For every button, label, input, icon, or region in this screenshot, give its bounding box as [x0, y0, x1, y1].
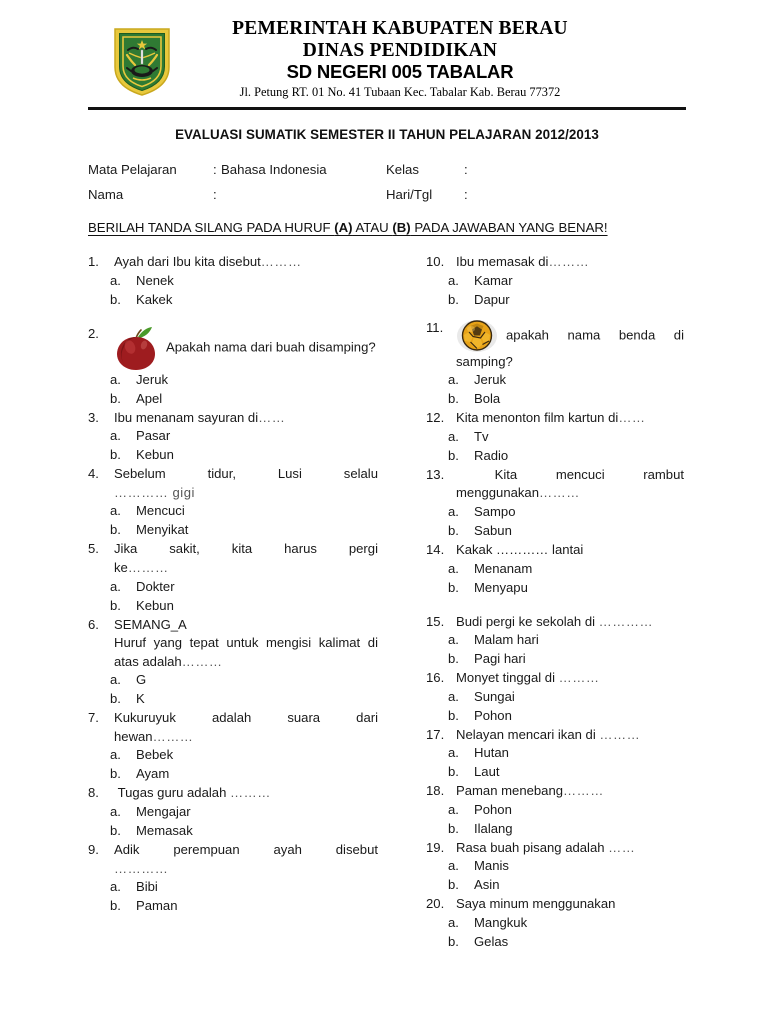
option-key: a.	[110, 803, 121, 819]
question-number: 18.	[426, 783, 445, 799]
question-text: Rasa buah pisang adalah	[456, 839, 605, 855]
option-item[interactable]	[88, 803, 378, 822]
option-item[interactable]	[88, 765, 378, 784]
option-value: Mencuci	[136, 503, 185, 519]
page-title: EVALUASI SUMATIK SEMESTER II TAHUN PELAJARAN 2012/2013	[175, 127, 599, 143]
question-item	[88, 841, 378, 878]
question-number: 16.	[426, 670, 445, 686]
option-list	[88, 427, 378, 465]
option-item[interactable]	[426, 744, 684, 763]
instruction-part-1: BERILAH TANDA SILANG PADA HURUF	[88, 220, 335, 236]
question-text-line2: menggunakan	[456, 485, 539, 501]
question-text: Nelayan mencari ikan di	[456, 726, 596, 742]
option-item[interactable]	[426, 447, 684, 466]
question-column-right	[426, 253, 684, 952]
option-key: b.	[448, 579, 459, 595]
subject-colon: :	[213, 162, 217, 178]
option-value: Nenek	[136, 272, 174, 288]
subject-label: Mata Pelajaran	[88, 162, 177, 178]
question-text: Sebelum tidur, Lusi selalu	[114, 466, 378, 482]
answer-blank: ………	[539, 485, 580, 501]
option-value: Radio	[474, 447, 509, 463]
answer-blank: …………	[114, 860, 169, 876]
option-item[interactable]	[426, 933, 684, 952]
apple-image	[114, 325, 158, 371]
question-number: 2.	[88, 325, 99, 341]
option-key: b.	[110, 597, 121, 613]
question-text-line2: ke	[114, 560, 128, 576]
questions-area	[88, 253, 686, 952]
question-text: apakah nama benda di samping?	[456, 327, 684, 369]
question-item	[426, 726, 684, 745]
identity-block	[88, 162, 686, 202]
option-value: Mengajar	[136, 803, 191, 819]
option-list	[88, 671, 378, 709]
option-key: a.	[110, 672, 121, 688]
option-value: Pagi hari	[474, 651, 526, 667]
answer-blank: ………	[563, 783, 604, 799]
option-key: a.	[448, 858, 459, 874]
question-number: 15.	[426, 613, 445, 629]
option-key: b.	[110, 390, 121, 406]
option-item[interactable]	[88, 878, 378, 897]
option-value: Bebek	[136, 747, 174, 763]
option-item[interactable]	[88, 272, 378, 291]
option-key: b.	[110, 822, 121, 838]
question-item	[426, 839, 684, 858]
option-value: Malam hari	[474, 632, 539, 648]
option-list	[426, 857, 684, 895]
question-number: 8.	[88, 785, 99, 801]
option-item[interactable]	[88, 746, 378, 765]
option-list	[426, 631, 684, 669]
option-item[interactable]	[426, 820, 684, 839]
question-text: Adik perempuan ayah disebut	[114, 841, 378, 857]
option-item[interactable]	[88, 446, 378, 465]
question-text: Ibu memasak di	[456, 254, 549, 270]
question-item	[426, 319, 684, 372]
option-item[interactable]	[88, 371, 378, 390]
option-key: a.	[110, 879, 121, 895]
question-number: 4.	[88, 466, 99, 482]
option-value: Kamar	[474, 272, 513, 288]
option-list	[426, 272, 684, 310]
ball-image	[456, 319, 498, 353]
option-item[interactable]	[426, 390, 684, 409]
answer-blank: ………	[260, 254, 302, 270]
letterhead	[88, 18, 686, 100]
subject-value: Bahasa Indonesia	[221, 162, 327, 178]
answer-blank: ………	[548, 254, 590, 270]
option-value: Dokter	[136, 578, 175, 594]
question-number: 14.	[426, 542, 445, 558]
question-number: 7.	[88, 710, 99, 726]
answer-blank: ……	[618, 410, 646, 426]
option-list	[426, 560, 684, 598]
option-key: b.	[110, 522, 121, 538]
question-number: 5.	[88, 541, 99, 557]
option-item[interactable]	[88, 597, 378, 616]
option-list	[426, 503, 684, 541]
question-text: Ayah dari Ibu kita disebut	[114, 254, 261, 270]
option-value: Mangkuk	[474, 914, 528, 930]
option-value: Tv	[474, 428, 489, 444]
option-list	[426, 428, 684, 466]
option-item[interactable]	[88, 822, 378, 841]
answer-blank: ………	[152, 728, 194, 744]
answer-blank: …………	[598, 613, 654, 629]
option-value: Pohon	[474, 801, 512, 817]
option-item[interactable]	[88, 690, 378, 709]
option-value: Bola	[474, 391, 501, 407]
class-colon: :	[464, 162, 468, 178]
question-text: Jika sakit, kita harus pergi	[114, 541, 378, 557]
question-text-line2: hewan	[114, 728, 153, 744]
option-value: Bibi	[136, 879, 158, 895]
option-item[interactable]	[88, 521, 378, 540]
question-number: 9.	[88, 841, 99, 857]
option-value: Manis	[474, 858, 509, 874]
option-item[interactable]	[426, 707, 684, 726]
option-key: a.	[448, 272, 459, 288]
answer-blank: ……	[608, 839, 636, 855]
option-list	[88, 578, 378, 616]
instruction-option-a: (A)	[334, 220, 353, 236]
option-item[interactable]	[426, 857, 684, 876]
class-group	[386, 162, 686, 177]
question-text: Tugas guru adalah	[117, 785, 227, 801]
option-key: b.	[448, 523, 459, 539]
question-number: 17.	[426, 726, 445, 742]
option-key: a.	[110, 503, 121, 519]
option-item[interactable]	[426, 650, 684, 669]
option-item[interactable]	[426, 291, 684, 310]
option-list	[88, 746, 378, 784]
option-key: b.	[448, 933, 459, 949]
header-divider	[88, 107, 686, 110]
option-value: G	[136, 672, 147, 688]
answer-blank: ……	[258, 409, 286, 425]
option-value: Jeruk	[136, 371, 169, 387]
option-value: Laut	[474, 764, 500, 780]
question-number: 1.	[88, 254, 99, 270]
question-number: 20.	[426, 896, 445, 912]
question-item	[426, 782, 684, 801]
option-key: b.	[110, 691, 121, 707]
question-number: 12.	[426, 410, 445, 426]
option-key: b.	[110, 291, 121, 307]
question-text: Kita menonton film kartun di	[456, 410, 619, 426]
option-item[interactable]	[426, 579, 684, 598]
option-item[interactable]	[426, 522, 684, 541]
option-list	[88, 803, 378, 841]
question-text: Ibu menanam sayuran di	[114, 409, 259, 425]
option-list	[426, 371, 684, 409]
instruction-option-b: (B)	[392, 220, 411, 236]
answer-blank: ………	[558, 670, 600, 686]
question-text: Kakak ………… lantai	[456, 542, 584, 558]
option-list	[88, 371, 378, 409]
option-key: b.	[448, 820, 459, 836]
option-value: Kakek	[136, 291, 173, 307]
option-value: Kebun	[136, 597, 174, 613]
identity-row-name-date	[88, 187, 686, 202]
question-text: Monyet tinggal di	[456, 670, 555, 686]
option-value: K	[136, 691, 145, 707]
option-value: Apel	[136, 390, 163, 406]
option-item[interactable]	[88, 427, 378, 446]
option-list	[88, 502, 378, 540]
option-item[interactable]	[426, 688, 684, 707]
option-item[interactable]	[426, 272, 684, 291]
question-text: Budi pergi ke sekolah di	[456, 613, 596, 629]
option-key: a.	[448, 560, 459, 576]
option-list	[426, 688, 684, 726]
question-item	[88, 409, 378, 428]
option-key: a.	[110, 428, 121, 444]
question-item	[426, 541, 684, 560]
option-item[interactable]	[88, 578, 378, 597]
question-text: Kita mencuci rambut	[494, 466, 684, 482]
option-value: Ayam	[136, 766, 170, 782]
name-colon: :	[213, 187, 217, 203]
option-value: Sabun	[474, 523, 512, 539]
option-key: a.	[110, 747, 121, 763]
question-text: Saya minum menggunakan	[456, 896, 616, 912]
option-key: a.	[448, 372, 459, 388]
question-text: Paman menebang	[456, 783, 564, 799]
answer-blank: ………	[181, 653, 223, 669]
option-list	[426, 744, 684, 782]
option-value: Kebun	[136, 447, 174, 463]
option-key: a.	[448, 745, 459, 761]
option-key: a.	[448, 428, 459, 444]
option-item[interactable]	[426, 763, 684, 782]
question-number: 19.	[426, 839, 445, 855]
address-line: Jl. Petung RT. 01 No. 41 Tubaan Kec. Tabalar Kab. Berau 77372	[239, 85, 561, 100]
instruction-line	[88, 220, 686, 235]
answer-blank: ………	[230, 785, 271, 801]
option-item[interactable]	[88, 390, 378, 409]
option-item[interactable]	[88, 897, 378, 916]
option-item[interactable]	[426, 428, 684, 447]
berau-regency-crest-icon	[111, 25, 173, 97]
option-key: b.	[448, 764, 459, 780]
option-value: Menyikat	[136, 522, 189, 538]
option-key: a.	[110, 578, 121, 594]
option-item[interactable]	[88, 502, 378, 521]
question-item	[88, 253, 378, 272]
question-item	[426, 895, 684, 914]
option-list	[88, 272, 378, 310]
option-key: b.	[110, 898, 121, 914]
question-text: Apakah nama dari buah disamping?	[166, 339, 376, 355]
option-value: Paman	[136, 898, 178, 914]
option-key: b.	[448, 447, 459, 463]
instruction-part-2: ATAU	[352, 220, 393, 236]
option-item[interactable]	[88, 671, 378, 690]
name-label: Nama	[88, 187, 124, 203]
option-value: Hutan	[474, 745, 509, 761]
question-item	[88, 709, 378, 746]
option-key: a.	[110, 371, 121, 387]
question-number: 13.	[426, 466, 445, 482]
school-line: SD NEGERI 005 TABALAR	[286, 60, 514, 82]
option-item[interactable]	[426, 371, 684, 390]
option-value: Jeruk	[474, 372, 507, 388]
class-label: Kelas	[386, 162, 419, 178]
option-item[interactable]	[426, 560, 684, 579]
question-item	[88, 784, 378, 803]
question-number: 6.	[88, 616, 99, 632]
option-key: a.	[448, 504, 459, 520]
question-item	[426, 466, 684, 503]
question-item	[88, 616, 378, 672]
option-item[interactable]	[426, 503, 684, 522]
question-text: SEMANG_A	[114, 616, 187, 632]
option-item[interactable]	[426, 876, 684, 895]
option-value: Asin	[474, 877, 500, 893]
option-list	[426, 914, 684, 952]
option-item[interactable]	[426, 631, 684, 650]
option-key: b.	[110, 447, 121, 463]
question-item	[88, 540, 378, 577]
option-key: b.	[448, 651, 459, 667]
question-number: 3.	[88, 409, 99, 425]
identity-row-subject-class	[88, 162, 686, 177]
question-column-left	[88, 253, 378, 952]
option-key: b.	[448, 877, 459, 893]
option-list	[426, 801, 684, 839]
option-key: a.	[448, 632, 459, 648]
option-key: a.	[448, 801, 459, 817]
question-item	[88, 325, 378, 371]
answer-blank: ………	[599, 726, 641, 742]
question-item	[426, 669, 684, 688]
government-line: PEMERINTAH KABUPATEN BERAU	[232, 18, 568, 39]
option-key: b.	[110, 766, 121, 782]
question-number: 11.	[426, 319, 444, 335]
option-key: b.	[448, 391, 459, 407]
option-key: b.	[448, 707, 459, 723]
option-list	[88, 878, 378, 916]
date-label: Hari/Tgl	[386, 187, 433, 203]
option-key: a.	[448, 914, 459, 930]
question-text-line2: Huruf yang tepat untuk mengisi kalimat di atas adalah	[114, 635, 378, 669]
option-key: a.	[110, 272, 121, 288]
answer-blank: ………	[127, 560, 169, 576]
option-item[interactable]	[88, 291, 378, 310]
question-item	[88, 465, 378, 502]
option-value: Pohon	[474, 707, 512, 723]
option-key: a.	[448, 688, 459, 704]
instruction-part-3: PADA JAWABAN YANG BENAR!	[410, 220, 608, 236]
letterhead-text	[88, 18, 686, 100]
option-value: Sungai	[474, 688, 515, 704]
option-value: Pasar	[136, 428, 171, 444]
question-item	[426, 409, 684, 428]
option-value: Menyapu	[474, 579, 528, 595]
option-item[interactable]	[426, 801, 684, 820]
date-colon: :	[464, 187, 468, 203]
department-line: DINAS PENDIDIKAN	[302, 39, 498, 61]
option-value: Ilalang	[474, 820, 513, 836]
option-key: b.	[448, 291, 459, 307]
option-value: Sampo	[474, 504, 516, 520]
question-text-line2: ………… gigi	[114, 484, 195, 500]
question-item	[426, 613, 684, 632]
date-group	[386, 187, 686, 202]
option-item[interactable]	[426, 914, 684, 933]
option-value: Dapur	[474, 291, 510, 307]
question-item	[426, 253, 684, 272]
question-text: Kukuruyuk adalah suara dari	[114, 710, 378, 726]
option-value: Gelas	[474, 933, 509, 949]
option-value: Menanam	[474, 560, 533, 576]
option-value: Memasak	[136, 822, 193, 838]
question-number: 10.	[426, 254, 445, 270]
